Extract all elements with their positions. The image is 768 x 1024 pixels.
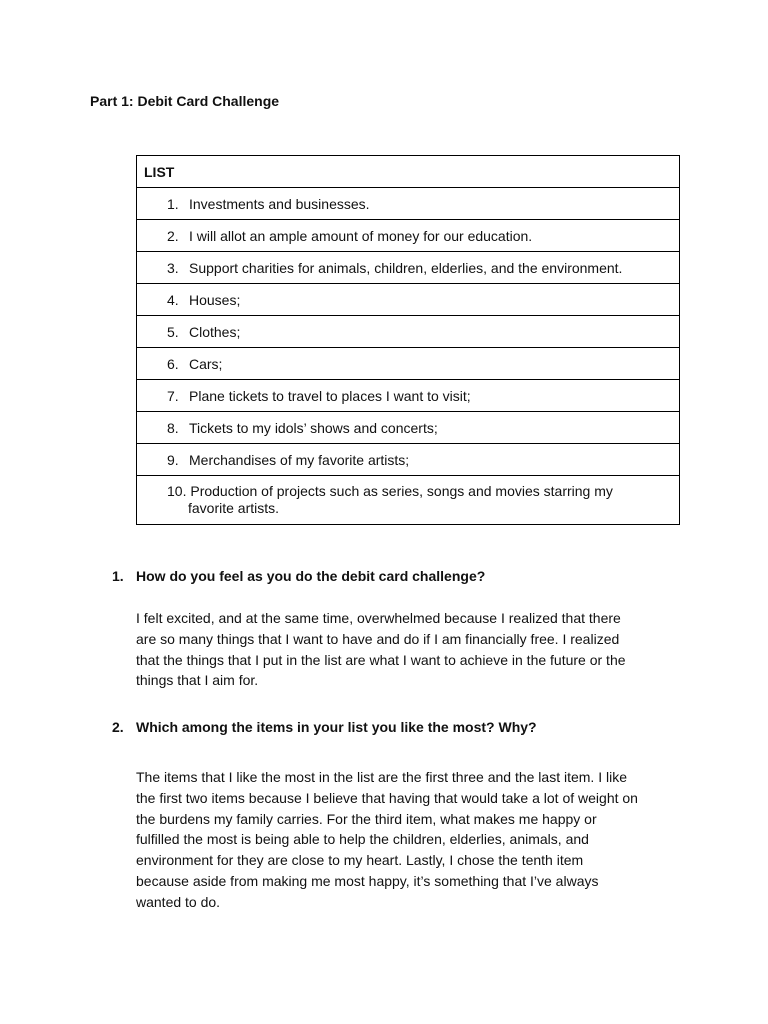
- question-2: [112, 719, 537, 735]
- answer-2: [136, 767, 676, 913]
- answer-line: I felt excited, and at the same time, overwhelmed because I realized that there: [136, 610, 621, 626]
- answer-line: things that I aim for.: [136, 672, 259, 689]
- answer-line: the first two items because I believe that having that would take a lot of weight on: [136, 789, 638, 806]
- list-item-text-line-1: Production of projects such as series, songs and movies starring my: [190, 483, 613, 499]
- question-number: 1.: [112, 568, 124, 584]
- answer-line: are so many things that I want to have and do if I am financially free. I realized: [136, 630, 620, 647]
- list-item: [137, 412, 680, 444]
- list-item-number: 5.: [167, 323, 179, 340]
- list-item: [137, 444, 680, 476]
- list-item-number: 3.: [167, 259, 179, 276]
- list-item-number: 6.: [167, 355, 179, 372]
- list-item-number: 4.: [167, 291, 179, 308]
- answer-line: environment for they are close to my heart. Lastly, I chose the tenth item: [136, 852, 584, 869]
- list-item-number: 7.: [167, 387, 179, 404]
- list-item-text: Houses;: [189, 291, 241, 308]
- list-item-text: Tickets to my idols’ shows and concerts;: [189, 419, 438, 436]
- list-item-text: Cars;: [189, 355, 223, 372]
- page-title: Part 1: Debit Card Challenge: [90, 93, 280, 109]
- answer-line: because aside from making me most happy, it’s something that I’ve always: [136, 872, 599, 889]
- question-text: How do you feel as you do the debit card challenge?: [136, 568, 486, 584]
- answer-line: fulfilled the most is being able to help the children, elderlies, animals, and: [136, 831, 589, 848]
- list-item: [137, 220, 680, 252]
- list-table: [136, 155, 680, 525]
- answer-line: The items that I like the most in the list are the first three and the last item. I like: [136, 769, 627, 785]
- question-number: 2.: [112, 719, 124, 735]
- list-item-number: 1.: [167, 195, 179, 212]
- answer-line: the burdens my family carries. For the third item, what makes me happy or: [136, 810, 597, 827]
- answer-1: [136, 608, 676, 691]
- list-item: [137, 252, 680, 284]
- list-item-text: Investments and businesses.: [189, 195, 370, 212]
- list-header-row: [137, 156, 680, 188]
- question-text: Which among the items in your list you like the most? Why?: [136, 719, 537, 735]
- list-item: [137, 476, 680, 525]
- list-item-number: 10.: [167, 483, 187, 499]
- list-item-text: Plane tickets to travel to places I want to visit;: [189, 387, 471, 404]
- list-item-text: Clothes;: [189, 323, 241, 340]
- list-header: LIST: [137, 156, 680, 188]
- list-item-number: 9.: [167, 451, 179, 468]
- list-item-number: 8.: [167, 419, 179, 436]
- list-item: [137, 188, 680, 220]
- list-item-number: 2.: [167, 227, 179, 244]
- list-item-text: Support charities for animals, children, elderlies, and the environment.: [189, 259, 623, 276]
- question-1: [112, 568, 485, 584]
- list-item: [137, 284, 680, 316]
- list-item-text: Merchandises of my favorite artists;: [189, 451, 410, 468]
- list-item: [137, 348, 680, 380]
- list-item: [137, 380, 680, 412]
- list-item-text: I will allot an ample amount of money for our education.: [189, 227, 533, 244]
- list-item: [137, 316, 680, 348]
- answer-line: that the things that I put in the list are what I want to achieve in the future or the: [136, 651, 626, 668]
- list-item-text: [167, 483, 679, 517]
- list-item-text-line-2: favorite artists.: [188, 500, 280, 516]
- answer-line: wanted to do.: [136, 893, 221, 910]
